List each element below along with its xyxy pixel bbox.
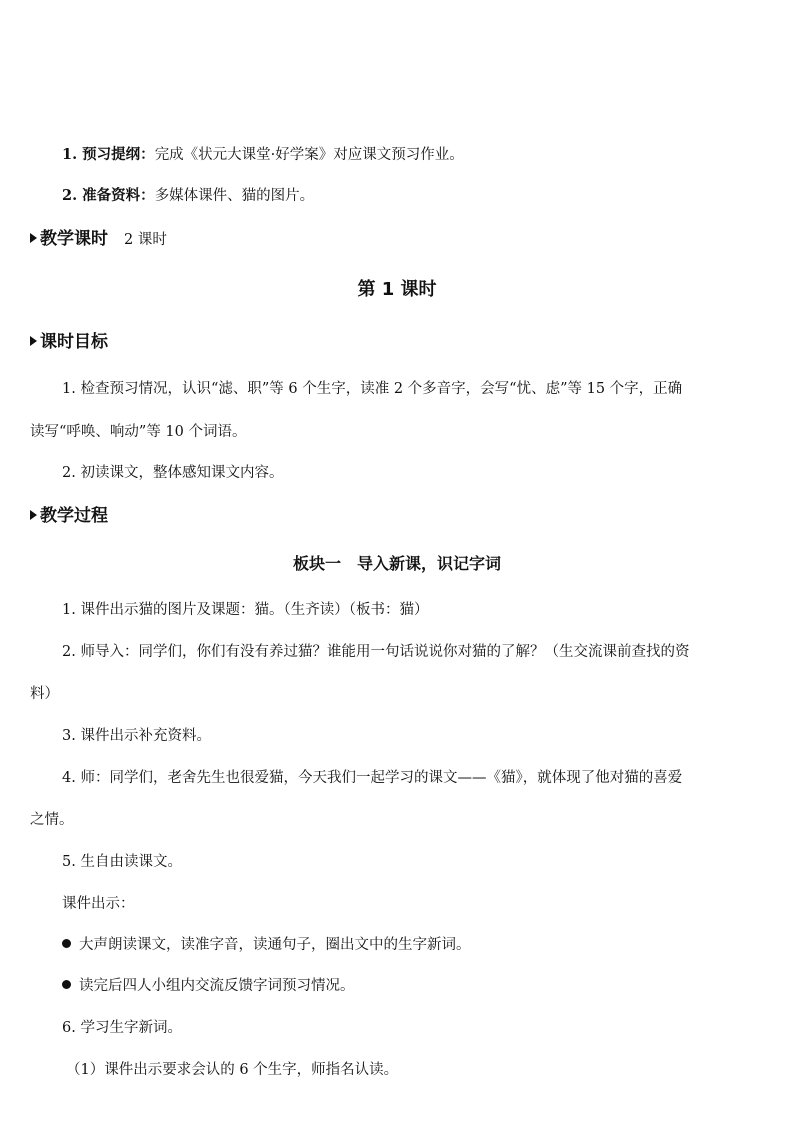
step-1: 1. 课件出示猫的图片及课题：猫。（生齐读）（板书：猫） xyxy=(62,602,429,618)
step-6: 6. 学习生字新词。 xyxy=(62,1020,182,1036)
step-2-line-2: 料） xyxy=(30,686,59,702)
lesson-title: 第 1 课时 xyxy=(357,279,437,300)
goal-1-line-1: 1. 检查预习情况，认识“滤、职”等 6 个生字，读准 2 个多音字，会写“忧、虑”等 15 个字，正确 xyxy=(62,381,683,397)
triangle-bullet-icon xyxy=(30,510,37,520)
courseware-bullet-2-text: 读完后四人小组内交流反馈字词预习情况。 xyxy=(79,978,355,994)
step-3: 3. 课件出示补充资料。 xyxy=(62,728,211,744)
periods-value: 2 课时 xyxy=(124,232,167,248)
bullet-dot-icon xyxy=(62,980,71,989)
triangle-bullet-icon xyxy=(30,233,37,243)
prep-item-2-label: 2. 准备资料： xyxy=(62,187,155,204)
step-4-line-2: 之情。 xyxy=(30,812,74,828)
goals-heading xyxy=(30,331,108,353)
step-4-line-1: 4. 师：同学们，老舍先生也很爱猫，今天我们一起学习的课文——《猫》，就体现了他对猫的喜爱 xyxy=(62,770,683,786)
goals-heading-text: 课时目标 xyxy=(40,332,108,352)
process-heading xyxy=(30,505,108,527)
courseware-bullet-1 xyxy=(62,935,471,955)
prep-item-2 xyxy=(62,186,314,206)
step-6-sub-1: （1）课件出示要求会认的 6 个生字，师指名认读。 xyxy=(66,1062,399,1078)
triangle-bullet-icon xyxy=(30,336,37,346)
step-2-line-1: 2. 师导入：同学们，你们有没有养过猫？谁能用一句话说说你对猫的了解？（生交流课前查找的资 xyxy=(62,644,690,660)
prep-item-1 xyxy=(62,145,464,165)
prep-item-2-text: 多媒体课件、猫的图片。 xyxy=(154,188,315,204)
prep-item-1-label: 1. 预习提纲： xyxy=(62,146,155,163)
step-5: 5. 生自由读课文。 xyxy=(62,854,182,870)
courseware-bullet-2 xyxy=(62,976,355,996)
courseware-label: 课件出示： xyxy=(62,896,135,912)
bullet-dot-icon xyxy=(62,939,71,948)
block-title: 板块一 导入新课，识记字词 xyxy=(292,554,501,573)
courseware-bullet-1-text: 大声朗读课文，读准字音，读通句子，圈出文中的生字新词。 xyxy=(79,937,471,953)
goal-2: 2. 初读课文，整体感知课文内容。 xyxy=(62,465,284,481)
goal-1-line-2: 读写“呼唤、响动”等 10 个词语。 xyxy=(30,424,247,440)
periods-heading xyxy=(30,228,167,251)
process-heading-text: 教学过程 xyxy=(40,506,108,526)
periods-label: 教学课时 xyxy=(40,229,108,249)
prep-item-1-text: 完成《状元大课堂·好学案》对应课文预习作业。 xyxy=(154,147,464,163)
